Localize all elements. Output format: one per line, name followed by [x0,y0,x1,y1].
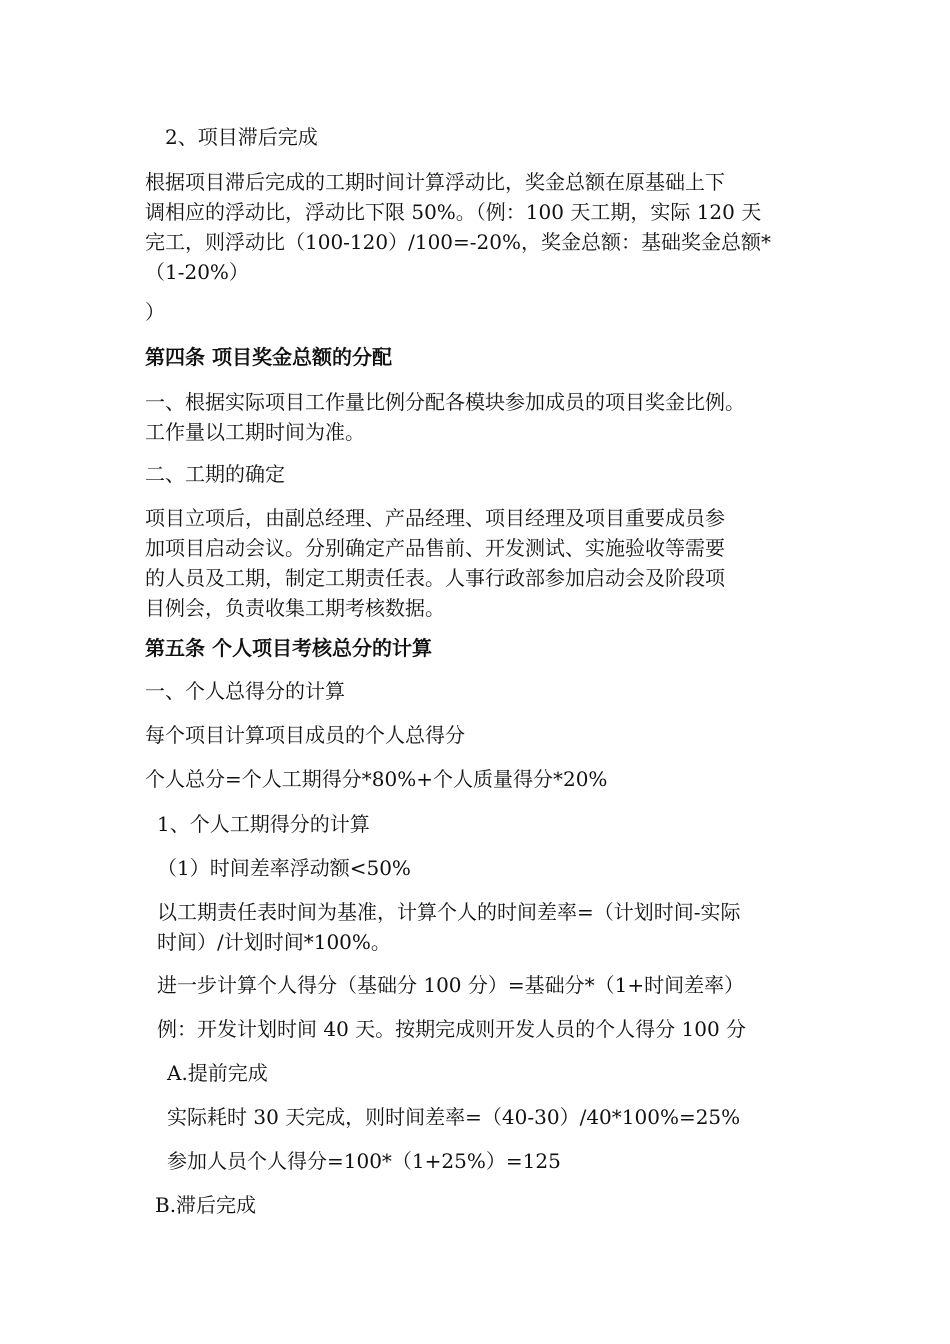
paragraph-line: 以工期责任表时间为基准，计算个人的时间差率=（计划时间-实际 [157,900,741,924]
paragraph-line: 一、根据实际项目工作量比例分配各模块参加成员的项目奖金比例。 [145,390,745,414]
article-5-heading: 第五条 个人项目考核总分的计算 [145,636,432,660]
section-heading: 一、个人总得分的计算 [145,679,345,703]
formula-line: 个人总分=个人工期得分*80%+个人质量得分*20% [145,767,608,791]
paragraph-line: 完工，则浮动比（100-120）/100=-20%，奖金总额：基础奖金总额* [145,230,771,254]
paragraph-line: （1-20%） [145,260,249,284]
case-line: 参加人员个人得分=100*（1+25%）=125 [167,1149,561,1173]
article-4-heading: 第四条 项目奖金总额的分配 [145,345,392,369]
paragraph-line: 根据项目滞后完成的工期时间计算浮动比，奖金总额在原基础上下 [145,170,725,194]
paragraph-line: 时间）/计划时间*100%。 [157,930,391,954]
section-heading: 二、工期的确定 [145,462,285,486]
case-heading: A.提前完成 [167,1061,268,1085]
subsection-heading: 1、个人工期得分的计算 [157,812,370,836]
subsection-heading: （1）时间差率浮动额<50% [157,856,411,880]
paragraph-line: 目例会，负责收集工期考核数据。 [145,596,445,620]
paragraph-line: 加项目启动会议。分别确定产品售前、开发测试、实施验收等需要 [145,536,725,560]
paragraph-line: ） [145,300,165,324]
case-heading: B.滞后完成 [155,1193,257,1217]
case-line: 实际耗时 30 天完成，则时间差率=（40-30）/40*100%=25% [167,1105,741,1129]
paragraph-line: 工作量以工期时间为准。 [145,420,365,444]
paragraph-line: 的人员及工期，制定工期责任表。人事行政部参加启动会及阶段项 [145,566,725,590]
paragraph-line: 调相应的浮动比，浮动比下限 50%。（例：100 天工期，实际 120 天 [145,200,762,224]
subtitle-delayed-completion: 2、项目滞后完成 [165,125,318,149]
paragraph-line: 每个项目计算项目成员的个人总得分 [145,723,465,747]
paragraph-line: 项目立项后，由副总经理、产品经理、项目经理及项目重要成员参 [145,506,725,530]
formula-line: 进一步计算个人得分（基础分 100 分）=基础分*（1+时间差率） [157,973,745,997]
example-line: 例：开发计划时间 40 天。按期完成则开发人员的个人得分 100 分 [157,1017,747,1041]
